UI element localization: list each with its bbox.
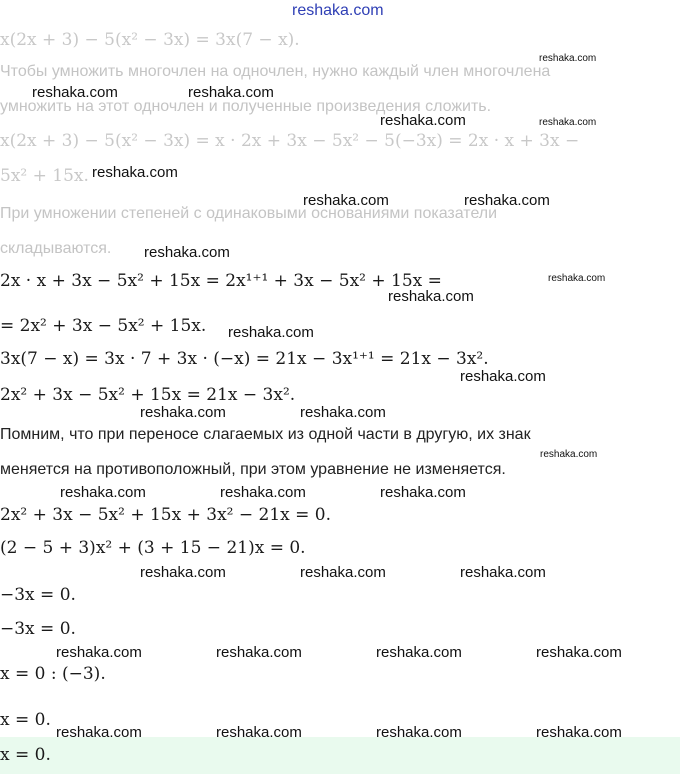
watermark: reshaka.com — [388, 288, 474, 305]
watermark: reshaka.com — [228, 324, 314, 341]
answer-line: x = 0. — [0, 745, 51, 765]
equation-line-14: 2x² + 3x − 5x² + 15x + 3x² − 21x = 0. — [0, 505, 332, 525]
equation-line-10: 3x(7 − x) = 3x · 7 + 3x · (−x) = 21x − 3x¹⁺¹ = 21x − 3x². — [0, 349, 489, 369]
equation-line-19: x = 0. — [0, 710, 51, 730]
watermark: reshaka.com — [303, 192, 389, 209]
watermark: reshaka.com — [220, 484, 306, 501]
equation-line-15: (2 − 5 + 3)x² + (3 + 15 − 21)x = 0. — [0, 538, 306, 558]
equation-line-5: 5x² + 15x. — [0, 166, 89, 186]
text-line-7: складываются. — [0, 240, 112, 257]
watermark: reshaka.com — [140, 404, 226, 421]
watermark: reshaka.com — [464, 192, 550, 209]
text-line-6: При умножении степеней с одинаковыми основаниями показатели — [0, 205, 498, 222]
equation-line-4: x(2x + 3) − 5(x² − 3x) = x · 2x + 3x − 5x² − 5(−3x) = 2x · x + 3x − — [0, 131, 580, 151]
text-line-12: Помним, что при переносе слагаемых из одной части в другую, их знак — [0, 426, 531, 443]
equation-line-1: x(2x + 3) − 5(x² − 3x) = 3x(7 − x). — [0, 30, 300, 50]
text-line-3: умножить на этот одночлен и полученные произведения сложить. — [0, 98, 492, 115]
text-line-2: Чтобы умножить многочлен на одночлен, нужно каждый член многочлена — [0, 63, 551, 80]
watermark: reshaka.com — [56, 644, 142, 661]
watermark: reshaka.com — [56, 724, 142, 741]
watermark: reshaka.com — [216, 724, 302, 741]
watermark: reshaka.com — [380, 112, 466, 129]
watermark: reshaka.com — [539, 53, 597, 64]
equation-line-9: = 2x² + 3x − 5x² + 15x. — [0, 316, 207, 336]
watermark: reshaka.com — [300, 564, 386, 581]
watermark: reshaka.com — [188, 84, 274, 101]
watermark: reshaka.com — [539, 117, 597, 128]
watermark: reshaka.com — [300, 404, 386, 421]
watermark: reshaka.com — [536, 724, 622, 741]
answer-highlight — [0, 737, 680, 774]
watermark: reshaka.com — [460, 368, 546, 385]
equation-line-16: −3x = 0. — [0, 585, 76, 605]
watermark: reshaka.com — [540, 449, 598, 460]
watermark: reshaka.com — [376, 724, 462, 741]
equation-line-17: −3x = 0. — [0, 619, 76, 639]
watermark-top: reshaka.com — [292, 2, 384, 19]
equation-line-8: 2x · x + 3x − 5x² + 15x = 2x¹⁺¹ + 3x − 5x² + 15x = — [0, 271, 442, 291]
watermark: reshaka.com — [536, 644, 622, 661]
watermark: reshaka.com — [92, 164, 178, 181]
watermark: reshaka.com — [140, 564, 226, 581]
watermark: reshaka.com — [460, 564, 546, 581]
equation-line-11: 2x² + 3x − 5x² + 15x = 21x − 3x². — [0, 385, 296, 405]
watermark: reshaka.com — [216, 644, 302, 661]
equation-line-18: x = 0 : (−3). — [0, 664, 106, 684]
watermark: reshaka.com — [380, 484, 466, 501]
watermark: reshaka.com — [144, 244, 230, 261]
watermark: reshaka.com — [548, 273, 606, 284]
watermark: reshaka.com — [376, 644, 462, 661]
watermark: reshaka.com — [60, 484, 146, 501]
text-line-13: меняется на противоположный, при этом уравнение не изменяется. — [0, 461, 506, 478]
watermark: reshaka.com — [32, 84, 118, 101]
